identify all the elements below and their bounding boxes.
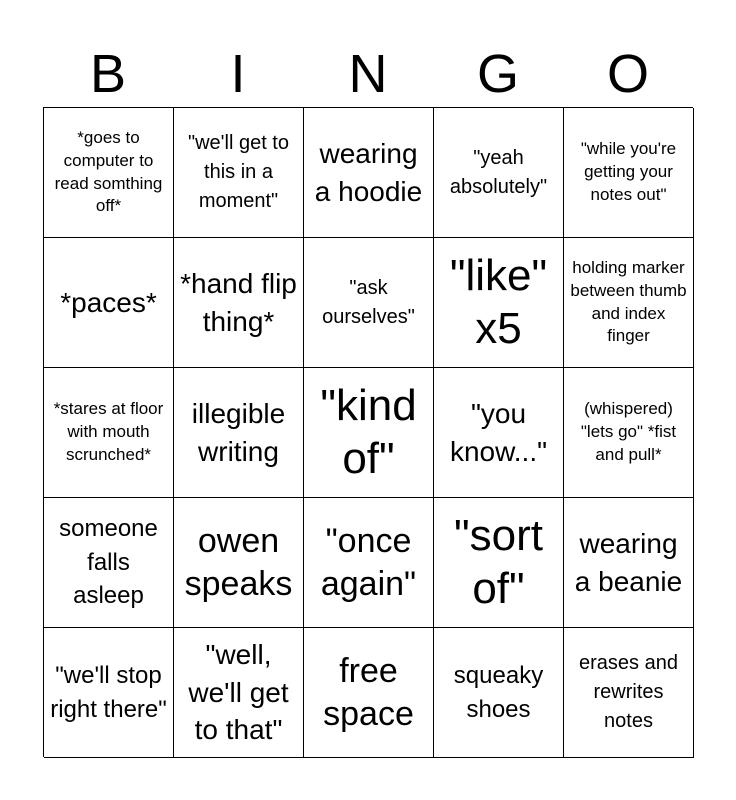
bingo-cell[interactable] xyxy=(44,628,174,758)
bingo-cell[interactable] xyxy=(44,238,174,368)
bingo-header xyxy=(43,40,693,108)
bingo-cell[interactable] xyxy=(564,108,694,238)
bingo-cell[interactable] xyxy=(304,108,434,238)
bingo-board xyxy=(43,107,693,757)
header-letter-n: N xyxy=(348,44,388,104)
cell-text: owen speaks xyxy=(184,522,293,603)
bingo-cell[interactable] xyxy=(434,238,564,368)
bingo-cell[interactable] xyxy=(304,368,434,498)
header-letter-o: O xyxy=(606,44,649,104)
header-letter-b: B xyxy=(89,44,127,104)
bingo-cell[interactable] xyxy=(564,628,694,758)
cell-text: *hand flip thing* xyxy=(180,267,297,337)
cell-text: "once again" xyxy=(320,522,417,603)
bingo-cell[interactable] xyxy=(434,368,564,498)
cell-text: "sort of" xyxy=(454,510,543,613)
bingo-cell[interactable] xyxy=(564,498,694,628)
cell-text: illegible writing xyxy=(191,397,286,467)
bingo-cell[interactable] xyxy=(434,628,564,758)
cell-text: "we'll get to this in a moment" xyxy=(188,132,289,212)
bingo-cell[interactable] xyxy=(434,498,564,628)
cell-text: wearing a hoodie xyxy=(314,137,423,207)
cell-text: "yeah absolutely" xyxy=(449,146,548,198)
bingo-cell[interactable] xyxy=(174,368,304,498)
cell-text: free space xyxy=(323,652,414,733)
bingo-cell[interactable] xyxy=(564,368,694,498)
bingo-cell[interactable] xyxy=(44,368,174,498)
bingo-cell[interactable] xyxy=(174,108,304,238)
bingo-cell[interactable] xyxy=(434,108,564,238)
bingo-cell[interactable] xyxy=(304,498,434,628)
bingo-cell[interactable] xyxy=(44,108,174,238)
cell-text: someone falls asleep xyxy=(59,515,158,610)
cell-text: "ask ourselves" xyxy=(322,276,415,328)
cell-text: "kind of" xyxy=(320,380,417,483)
cell-text: wearing a beanie xyxy=(574,527,683,597)
cell-text: *stares at floor with mouth scrunched* xyxy=(53,399,164,464)
cell-text: *paces* xyxy=(60,286,157,318)
cell-text: squeaky shoes xyxy=(453,661,544,723)
header-letter-g: G xyxy=(476,44,519,104)
bingo-cell[interactable] xyxy=(44,498,174,628)
cell-text: (whispered) "lets go" *fist and pull* xyxy=(580,399,677,464)
cell-text: "we'll stop right there" xyxy=(50,661,167,723)
bingo-cell[interactable] xyxy=(304,238,434,368)
cell-text: "like" x5 xyxy=(449,250,548,353)
cell-text: "well, we'll get to that" xyxy=(188,638,289,746)
cell-text: erases and rewrites notes xyxy=(579,652,678,732)
cell-text: holding marker between thumb and index finger xyxy=(570,257,687,346)
bingo-cell[interactable] xyxy=(564,238,694,368)
bingo-cell[interactable] xyxy=(174,238,304,368)
cell-text: *goes to computer to read somthing off* xyxy=(54,127,163,216)
bingo-cell[interactable] xyxy=(304,628,434,758)
bingo-cell[interactable] xyxy=(174,498,304,628)
cell-text: "while you're getting your notes out" xyxy=(580,139,677,204)
cell-text: "you know..." xyxy=(449,397,548,467)
bingo-cell[interactable] xyxy=(174,628,304,758)
header-letter-i: I xyxy=(230,44,246,104)
